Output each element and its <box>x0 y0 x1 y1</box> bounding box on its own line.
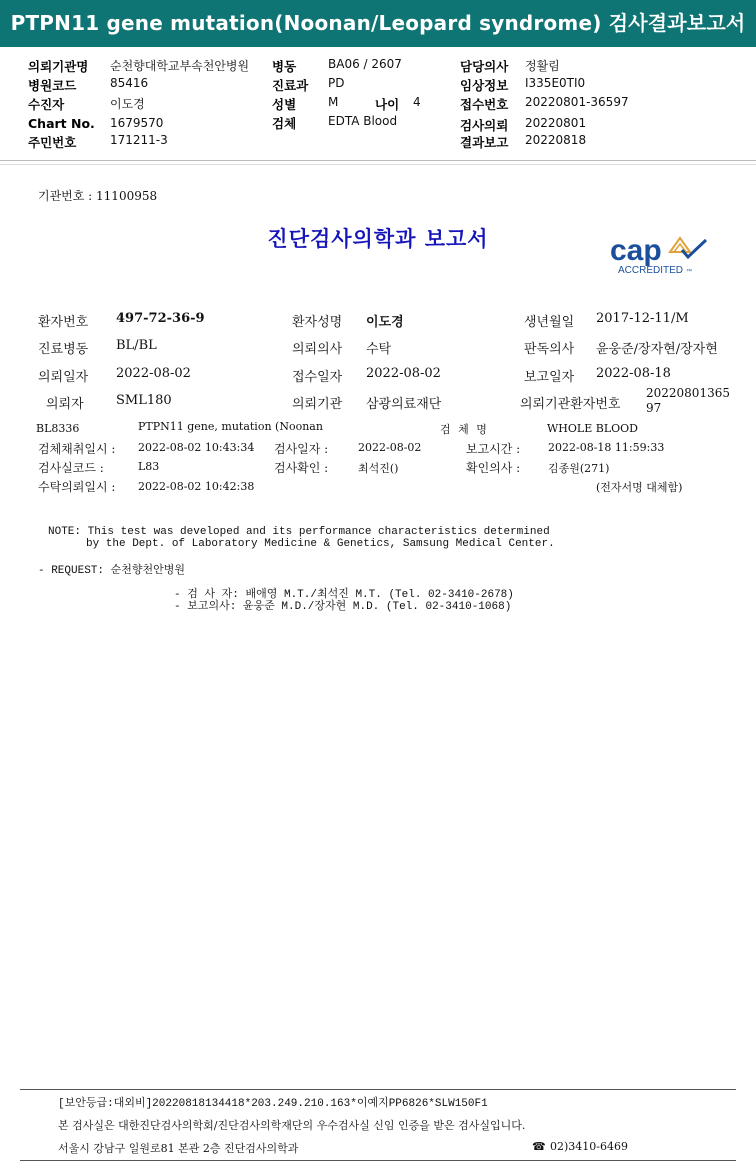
patient-no-label: 환자번호 <box>38 315 89 330</box>
patient-no-value: 497-72-36-9 <box>116 311 205 326</box>
patient-fullname-label: 환자성명 <box>292 315 343 330</box>
note-line-2: by the Dept. of Laboratory Medicine & Genetics, Samsung Medical Center. <box>86 538 555 550</box>
receipt-date-value: 2022-08-02 <box>366 366 441 381</box>
patient-name-label: 수진자 <box>28 97 65 112</box>
collect-time-value: 2022-08-02 10:43:34 <box>138 441 255 454</box>
confirm-doctor-label: 확인의사 : <box>466 461 521 475</box>
specimen-name-label: 검 체 명 <box>440 423 489 436</box>
consign-time-value: 2022-08-02 10:42:38 <box>138 480 255 493</box>
attending-doctor-label: 담당의사 <box>460 59 509 74</box>
lab-code-value: L83 <box>138 460 160 473</box>
age-label: 나이 <box>375 97 400 112</box>
request-date-value: 2022-08-02 <box>116 366 191 381</box>
header-divider <box>0 160 756 161</box>
test-date-value: 2022-08-02 <box>358 441 422 454</box>
note-line-1: NOTE: This test was developed and its performance characteristics determined <box>48 526 550 538</box>
requesting-doctor-value: 수탁 <box>366 342 392 357</box>
svg-text:cap: cap <box>610 234 662 267</box>
test-request-label: 검사의뢰 <box>460 118 509 133</box>
test-confirm-value: 최석진() <box>358 462 399 475</box>
request-date-label: 의뢰일자 <box>38 370 89 385</box>
test-confirm-label: 검사확인 : <box>274 461 329 475</box>
footer-divider-bottom <box>20 1160 736 1161</box>
receipt-date-label: 접수일자 <box>292 370 343 385</box>
consign-time-label: 수탁의뢰일시 : <box>38 480 116 494</box>
hospital-code-value: 85416 <box>110 76 149 90</box>
security-line: [보안등급:대외비]20220818134418*203.249.210.163*이예지PP6826*SLW150F1 <box>58 1098 488 1110</box>
certification-line: 본 검사실은 대한진단검사의학회/진단검사의학재단의 우수검사실 신임 인증을 받은 검사실입니다. <box>58 1119 526 1132</box>
phone-icon: ☎ <box>532 1140 546 1153</box>
phone-number: 02)3410-6469 <box>550 1140 628 1153</box>
ward-value: BA06 / 2607 <box>328 57 402 71</box>
test-request-value: 20220801 <box>525 116 587 130</box>
collect-time-label: 검체채취일시 : <box>38 442 116 456</box>
report-date-label: 보고일자 <box>524 370 575 385</box>
sex-value: M <box>328 95 339 109</box>
birthdate-label: 생년월일 <box>524 315 575 330</box>
institution-label: 의뢰기관명 <box>28 59 89 74</box>
chart-no-value: 1679570 <box>110 116 164 130</box>
reporter-line: - 보고의사: 윤웅준 M.D./장자현 M.D. (Tel. 02-3410-1068) <box>174 601 512 613</box>
birthdate-value: 2017-12-11/M <box>596 311 689 326</box>
requester-value: SML180 <box>116 393 172 408</box>
report-time-value: 2022-08-18 11:59:33 <box>548 441 665 454</box>
footer-divider-top <box>20 1089 736 1090</box>
resident-no-label: 주민번호 <box>28 135 77 150</box>
lab-code-label: 검사실코드 : <box>38 461 104 475</box>
sex-label: 성별 <box>272 97 297 112</box>
age-value: 4 <box>413 95 421 109</box>
institution-patient-no-label: 의뢰기관환자번호 <box>520 397 621 412</box>
specimen-type-value: EDTA Blood <box>328 114 398 128</box>
requesting-institution-value: 삼광의료재단 <box>366 397 442 412</box>
requester-label: 의뢰자 <box>46 397 84 412</box>
receipt-no-value: 20220801-36597 <box>525 95 629 109</box>
report-date-value: 2022-08-18 <box>596 366 671 381</box>
electronic-signature-note: (전자서명 대체함) <box>596 481 683 494</box>
report-title: 진단검사의학과 보고서 <box>267 227 489 251</box>
patient-name-value: 이도경 <box>110 97 145 111</box>
clinic-ward-label: 진료병동 <box>38 342 89 357</box>
svg-text:ACCREDITED: ACCREDITED <box>618 265 684 276</box>
hospital-code-label: 병원코드 <box>28 78 77 93</box>
header-divider-light <box>0 164 756 165</box>
attending-doctor-value: 정활림 <box>525 59 560 73</box>
report-time-label: 보고시간 : <box>466 442 521 456</box>
test-code: BL8336 <box>36 422 80 435</box>
clinic-ward-value: BL/BL <box>116 338 157 353</box>
resident-no-value: 171211-3 <box>110 133 168 147</box>
institution-patient-no-value: 2022080136597 <box>646 386 730 415</box>
reading-doctor-value: 윤웅준/장자현/장자현 <box>596 342 718 357</box>
result-report-label: 결과보고 <box>460 135 509 150</box>
patient-fullname-value: 이도경 <box>366 315 404 330</box>
cap-accredited-logo <box>608 230 720 278</box>
org-number: 기관번호 : 11100958 <box>38 189 158 203</box>
confirm-doctor-value: 김종원(271) <box>548 462 610 475</box>
institution-value: 순천향대학교부속천안병원 <box>110 59 250 73</box>
requesting-institution-label: 의뢰기관 <box>292 397 343 412</box>
report-header-title: PTPN11 gene mutation(Noonan/Leopard syndrome) 검사결과보고서 <box>0 0 756 47</box>
svg-text:™: ™ <box>686 269 692 275</box>
requesting-doctor-label: 의뢰의사 <box>292 342 343 357</box>
result-report-value: 20220818 <box>525 133 587 147</box>
ward-label: 병동 <box>272 59 297 74</box>
request-line: - REQUEST: 순천향천안병원 <box>38 565 185 577</box>
tester-line: - 검 사 자: 배애영 M.T./최석진 M.T. (Tel. 02-3410-2678) <box>174 589 514 601</box>
specimen-name-value: WHOLE BLOOD <box>547 422 638 435</box>
department-value: PD <box>328 76 345 90</box>
chart-no-label: Chart No. <box>28 116 95 131</box>
address-line: 서울시 강남구 일원로81 본관 2층 진단검사의학과 <box>58 1142 299 1155</box>
reading-doctor-label: 판독의사 <box>524 342 575 357</box>
specimen-type-label: 검체 <box>272 116 297 131</box>
department-label: 진료과 <box>272 78 309 93</box>
test-date-label: 검사일자 : <box>274 442 329 456</box>
clinical-info-value: I335E0TI0 <box>525 76 586 90</box>
clinical-info-label: 임상정보 <box>460 78 509 93</box>
receipt-no-label: 접수번호 <box>460 97 509 112</box>
test-name: PTPN11 gene, mutation (Noonan <box>138 420 323 433</box>
